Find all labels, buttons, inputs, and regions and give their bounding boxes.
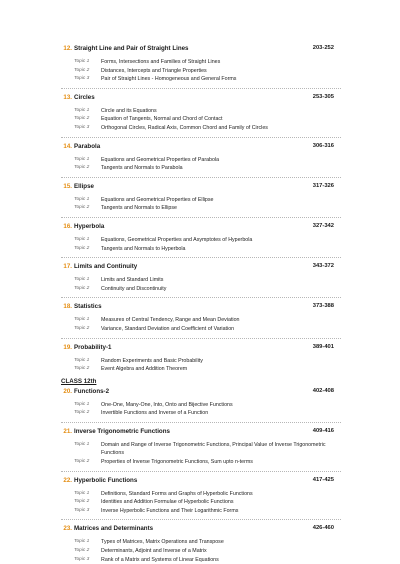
topic-row xyxy=(61,409,341,418)
chapter-number: 19. xyxy=(63,343,72,351)
topic-text: Properties of Inverse Trigonometric Functions, Sum upto n-terms xyxy=(101,459,253,466)
chapter-number: 17. xyxy=(63,263,72,271)
topic-row xyxy=(61,196,341,205)
chapter-page-range: 417-425 xyxy=(312,476,334,483)
chapter-entry xyxy=(61,303,341,333)
topic-text: Equations and Geometrical Properties of Ellipse xyxy=(101,196,214,203)
topic-label: Topic 3 xyxy=(74,556,90,562)
topic-label: Topic 1 xyxy=(74,277,90,283)
topic-row xyxy=(61,538,341,547)
divider xyxy=(61,519,341,520)
topic-text: Equations and Geometrical Properties of Parabola xyxy=(101,156,220,163)
divider xyxy=(61,422,341,423)
topic-label: Topic 2 xyxy=(74,205,90,211)
topic-text: Variance, Standard Deviation and Coefficient of Variation xyxy=(101,325,235,332)
topic-label: Topic 2 xyxy=(74,245,90,251)
divider xyxy=(61,88,341,89)
topic-text: Tangents and Normals to Hyperbola xyxy=(101,245,186,252)
chapter-title: Circles xyxy=(74,93,95,101)
chapter-page-range: 409-416 xyxy=(312,427,334,434)
chapter-page-range: 203-252 xyxy=(312,45,334,51)
topic-row xyxy=(61,325,341,334)
topic-text: Identities and Addition Formulae of Hyperbolic Functions xyxy=(101,499,234,506)
chapter-title: Hyperbola xyxy=(74,222,105,230)
topic-row xyxy=(61,498,341,507)
chapter-heading xyxy=(61,183,341,196)
class-heading: CLASS 12th xyxy=(61,377,97,385)
topic-row xyxy=(61,156,341,165)
topic-row xyxy=(61,507,341,516)
chapter-page-range: 373-388 xyxy=(312,303,334,310)
chapter-heading xyxy=(61,477,341,490)
chapter-entry xyxy=(61,344,341,374)
chapter-entry xyxy=(61,525,341,564)
chapter-title: Limits and Continuity xyxy=(74,263,138,271)
topic-row xyxy=(61,67,341,76)
chapter-title: Hyperbolic Functions xyxy=(74,476,138,484)
chapter-number: 13. xyxy=(63,93,72,101)
chapter-entry xyxy=(61,388,341,418)
topic-label: Topic 1 xyxy=(74,196,90,202)
topic-row xyxy=(61,556,341,564)
divider xyxy=(61,338,341,339)
topic-row xyxy=(61,357,341,366)
chapter-title: Ellipse xyxy=(74,182,94,190)
topic-label: Topic 2 xyxy=(74,499,90,505)
chapter-entry xyxy=(61,143,341,173)
topic-text: Measures of Central Tendency, Range and Mean Deviation xyxy=(101,317,240,324)
table-of-contents xyxy=(61,45,341,564)
chapter-heading xyxy=(61,388,341,401)
topic-row xyxy=(61,365,341,374)
topic-label: Topic 1 xyxy=(74,156,90,162)
topic-label: Topic 1 xyxy=(74,441,90,447)
divider xyxy=(61,137,341,138)
topic-text: Limits and Standard Limits xyxy=(101,277,164,284)
divider xyxy=(61,177,341,178)
topic-label: Topic 2 xyxy=(74,366,90,372)
chapter-entry xyxy=(61,477,341,516)
chapter-title: Functions-2 xyxy=(74,387,110,395)
topic-label: Topic 3 xyxy=(74,76,90,82)
topic-row xyxy=(61,245,341,254)
chapter-title: Parabola xyxy=(74,142,101,150)
chapter-heading xyxy=(61,428,341,441)
divider xyxy=(61,257,341,258)
chapter-number: 23. xyxy=(63,525,72,533)
topic-text: Rank of a Matrix and Systems of Linear Equations xyxy=(101,556,219,563)
chapter-entry xyxy=(61,94,341,133)
chapter-page-range: 327-342 xyxy=(312,222,334,229)
topic-text: Pair of Straight Lines - Homogeneous and General Forms xyxy=(101,76,237,83)
topic-row xyxy=(61,490,341,499)
chapter-entry xyxy=(61,223,341,253)
topic-text: Event Algebra and Addition Theorem xyxy=(101,366,188,373)
topic-text: Definitions, Standard Forms and Graphs of Hyperbolic Functions xyxy=(101,490,253,497)
topic-label: Topic 1 xyxy=(74,401,90,407)
chapter-heading xyxy=(61,94,341,107)
chapter-page-range: 402-408 xyxy=(312,387,334,394)
chapter-heading xyxy=(61,263,341,276)
chapter-group-class-11 xyxy=(61,45,341,374)
topic-row xyxy=(61,316,341,325)
chapter-number: 12. xyxy=(63,45,72,52)
topic-label: Topic 2 xyxy=(74,410,90,416)
chapter-number: 22. xyxy=(63,476,72,484)
topic-label: Topic 1 xyxy=(74,236,90,242)
topic-row xyxy=(61,547,341,556)
topic-label: Topic 1 xyxy=(74,107,90,113)
topic-label: Topic 2 xyxy=(74,459,90,465)
chapter-heading xyxy=(61,143,341,156)
chapter-page-range: 389-401 xyxy=(312,343,334,350)
chapter-page-range: 317-326 xyxy=(312,182,334,189)
chapter-page-range: 253-305 xyxy=(312,93,334,100)
topic-text: Forms, Intersections and Families of Straight Lines xyxy=(101,59,221,65)
topic-text: Equations, Geometrical Properties and Asymptotes of Hyperbola xyxy=(101,236,253,243)
topic-label: Topic 1 xyxy=(74,59,90,64)
divider xyxy=(61,217,341,218)
chapter-heading xyxy=(61,223,341,236)
topic-label: Topic 2 xyxy=(74,285,90,291)
topic-row xyxy=(61,236,341,245)
chapter-group-class-12 xyxy=(61,388,341,564)
topic-label: Topic 1 xyxy=(74,357,90,363)
topic-row xyxy=(61,276,341,285)
divider xyxy=(61,297,341,298)
chapter-entry xyxy=(61,183,341,213)
chapter-page-range: 306-316 xyxy=(312,142,334,149)
chapter-page-range: 343-372 xyxy=(312,263,334,270)
topic-row xyxy=(61,458,341,467)
topic-label: Topic 2 xyxy=(74,165,90,171)
topic-row xyxy=(61,164,341,173)
topic-text: Domain and Range of Inverse Trigonometric Functions, Principal Value of Inverse Trigonometric Functions xyxy=(101,441,326,457)
chapter-title: Statistics xyxy=(74,303,102,311)
topic-text: Circle and its Equations xyxy=(101,107,157,114)
chapter-entry xyxy=(61,45,341,84)
topic-text: Tangents and Normals to Ellipse xyxy=(101,205,177,212)
topic-label: Topic 3 xyxy=(74,124,90,130)
topic-text: Orthogonal Circles, Radical Axis, Common Chord and Family of Circles xyxy=(101,124,268,131)
topic-label: Topic 2 xyxy=(74,116,90,122)
topic-label: Topic 2 xyxy=(74,548,90,554)
chapter-entry xyxy=(61,428,341,467)
topic-row xyxy=(61,285,341,294)
topic-text: Equation of Tangents, Normal and Chord of Contact xyxy=(101,116,223,123)
topic-label: Topic 1 xyxy=(74,539,90,545)
chapter-number: 18. xyxy=(63,303,72,311)
chapter-title: Matrices and Determinants xyxy=(74,525,154,533)
chapter-heading xyxy=(61,344,341,357)
topic-row xyxy=(61,115,341,124)
topic-text: Inverse Hyperbolic Functions and Their Logarithmic Forms xyxy=(101,507,239,514)
topic-text: Continuity and Discontinuity xyxy=(101,285,167,292)
topic-row xyxy=(61,124,341,133)
chapter-title: Inverse Trigonometric Functions xyxy=(74,427,170,435)
chapter-number: 20. xyxy=(63,387,72,395)
chapter-number: 14. xyxy=(63,142,72,150)
chapter-heading xyxy=(61,303,341,316)
topic-text: Invertible Functions and Inverse of a Function xyxy=(101,410,209,417)
topic-label: Topic 1 xyxy=(74,490,90,496)
chapter-heading xyxy=(61,525,341,538)
topic-text: Types of Matrices, Matrix Operations and Transpose xyxy=(101,539,224,546)
topic-text: Tangents and Normals to Parabola xyxy=(101,165,183,172)
chapter-page-range: 426-460 xyxy=(312,525,334,532)
topic-row xyxy=(61,107,341,116)
topic-label: Topic 2 xyxy=(74,325,90,331)
topic-row xyxy=(61,75,341,84)
chapter-title: Probability-1 xyxy=(74,343,112,351)
topic-label: Topic 3 xyxy=(74,507,90,513)
chapter-entry xyxy=(61,263,341,293)
topic-text: One-One, Many-One, Into, Onto and Bijective Functions xyxy=(101,401,233,408)
topic-row xyxy=(61,441,341,458)
topic-row xyxy=(61,58,341,67)
topic-row xyxy=(61,401,341,410)
chapter-title: Straight Line and Pair of Straight Lines xyxy=(74,45,189,52)
topic-label: Topic 1 xyxy=(74,317,90,323)
chapter-heading xyxy=(61,45,341,58)
chapter-number: 21. xyxy=(63,427,72,435)
chapter-number: 15. xyxy=(63,182,72,190)
topic-row xyxy=(61,204,341,213)
chapter-number: 16. xyxy=(63,222,72,230)
topic-text: Determinants, Adjoint and Inverse of a Matrix xyxy=(101,548,207,555)
topic-text: Random Experiments and Basic Probability xyxy=(101,357,203,364)
topic-text: Distances, Intercepts and Triangle Properties xyxy=(101,67,207,74)
topic-label: Topic 2 xyxy=(74,67,90,73)
divider xyxy=(61,471,341,472)
